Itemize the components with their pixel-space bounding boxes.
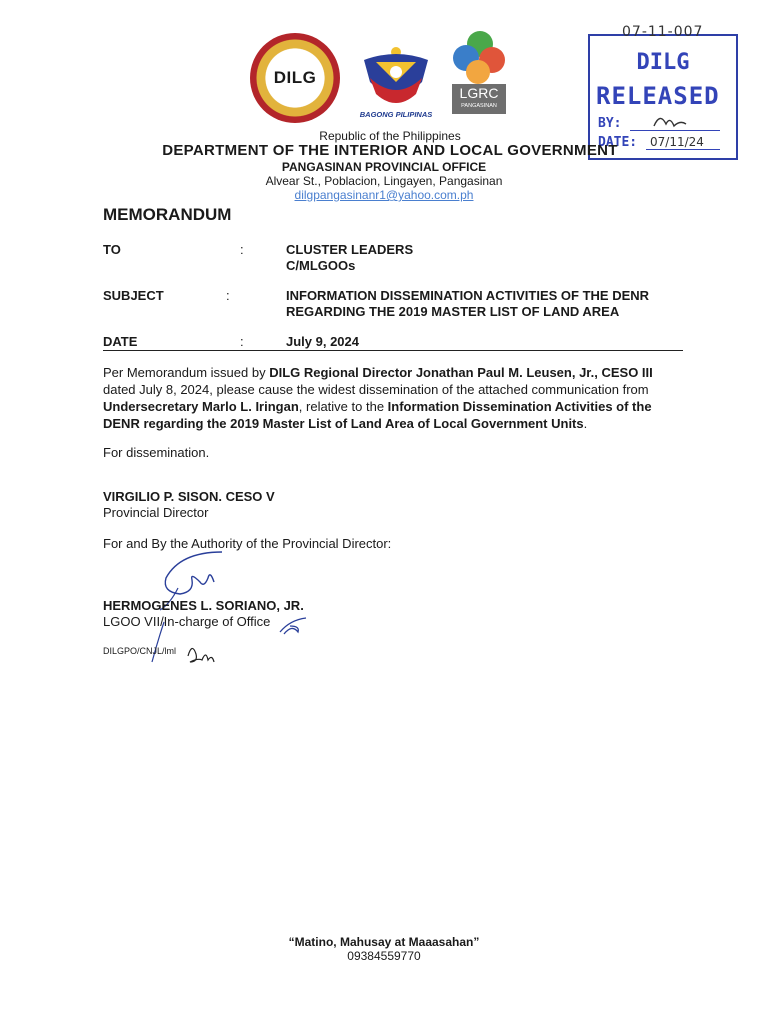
office-address: Alvear St., Poblacion, Lingayen, Pangasinan <box>265 174 503 188</box>
body-bold-subject: Information Dissemination Activities of the DENR regarding the 2019 Master List of Land Area of Local Government Units <box>103 399 652 431</box>
body-text-2: dated July 8, 2024, please cause the widest dissemination of the attached communication from <box>103 382 649 397</box>
subject-line-2: REGARDING THE 2019 MASTER LIST OF LAND AREA <box>286 304 620 319</box>
subject-line-1: INFORMATION DISSEMINATION ACTIVITIES OF THE DENR <box>286 288 650 303</box>
body-text-4: . <box>583 416 588 431</box>
dilg-logo-text: DILG <box>273 68 317 87</box>
lgrc-circles <box>448 30 508 86</box>
bagong-pilipinas-caption: BAGONG PILIPINAS <box>359 110 433 119</box>
body-text-3: , relative to the <box>298 399 388 414</box>
to-label: TO <box>103 242 121 257</box>
date-value: July 9, 2024 <box>286 334 359 349</box>
memo-title: MEMORANDUM <box>103 205 232 224</box>
date-colon: : <box>240 334 244 349</box>
reference-code: DILGPO/CNJL/lml <box>103 646 177 656</box>
stamp-number: 07-11-007 <box>622 24 704 40</box>
to-colon: : <box>240 242 244 257</box>
bagong-pilipinas-logo <box>356 38 436 122</box>
authority-line: For and By the Authority of the Provincial Director: <box>103 536 392 551</box>
signature-tail <box>148 620 168 664</box>
body-bold-undersecretary: Undersecretary Marlo L. Iringan <box>103 399 299 414</box>
reference-initials <box>184 640 218 666</box>
subject-value <box>286 288 649 320</box>
body-text-1: Per Memorandum issued by <box>103 365 270 380</box>
to-value <box>286 242 413 274</box>
stamp-dilg: DILG <box>636 50 690 75</box>
office-email-link[interactable]: dilgpangasinanr1@yahoo.com.ph <box>294 188 474 202</box>
body-paragraph <box>103 364 683 432</box>
director-title: Provincial Director <box>103 505 209 520</box>
stamp-date-label: DATE: <box>598 135 638 150</box>
header-divider <box>103 350 683 351</box>
stamp-date-value: 07/11/24 <box>650 135 704 149</box>
officer-name: HERMOGENES L. SORIANO, JR. <box>103 598 304 613</box>
office-name: PANGASINAN PROVINCIAL OFFICE <box>281 160 487 174</box>
lgrc-text: LGRC <box>459 85 499 101</box>
bagong-pilipinas-emblem <box>356 38 436 110</box>
officer-title: LGOO VII/In-charge of Office <box>103 614 271 629</box>
lgrc-logo <box>448 30 508 116</box>
officer-initial-mark <box>276 612 310 638</box>
subject-colon: : <box>226 288 230 303</box>
director-name: VIRGILIO P. SISON. CESO V <box>103 489 275 504</box>
footer-phone: 09384559770 <box>347 949 421 963</box>
stamp-released: RELEASED <box>596 82 720 110</box>
to-line-1: CLUSTER LEADERS <box>286 242 414 257</box>
dilg-logo <box>250 33 340 123</box>
subject-label: SUBJECT <box>103 288 164 303</box>
footer-motto: “Matino, Mahusay at Maaasahan” <box>288 935 480 949</box>
for-dissemination: For dissemination. <box>103 445 210 460</box>
stamp-by-label: BY: <box>598 116 622 131</box>
body-bold-regional-director: DILG Regional Director Jonathan Paul M. Leusen, Jr., CESO III <box>269 365 653 380</box>
date-label: DATE <box>103 334 138 349</box>
republic-line: Republic of the Philippines <box>319 129 461 143</box>
to-line-2: C/MLGOOs <box>286 258 356 273</box>
lgrc-label-box <box>452 84 506 114</box>
department-name: DEPARTMENT OF THE INTERIOR AND LOCAL GOVERNMENT <box>162 142 618 159</box>
lgrc-subtext: PANGASINAN <box>461 103 497 109</box>
